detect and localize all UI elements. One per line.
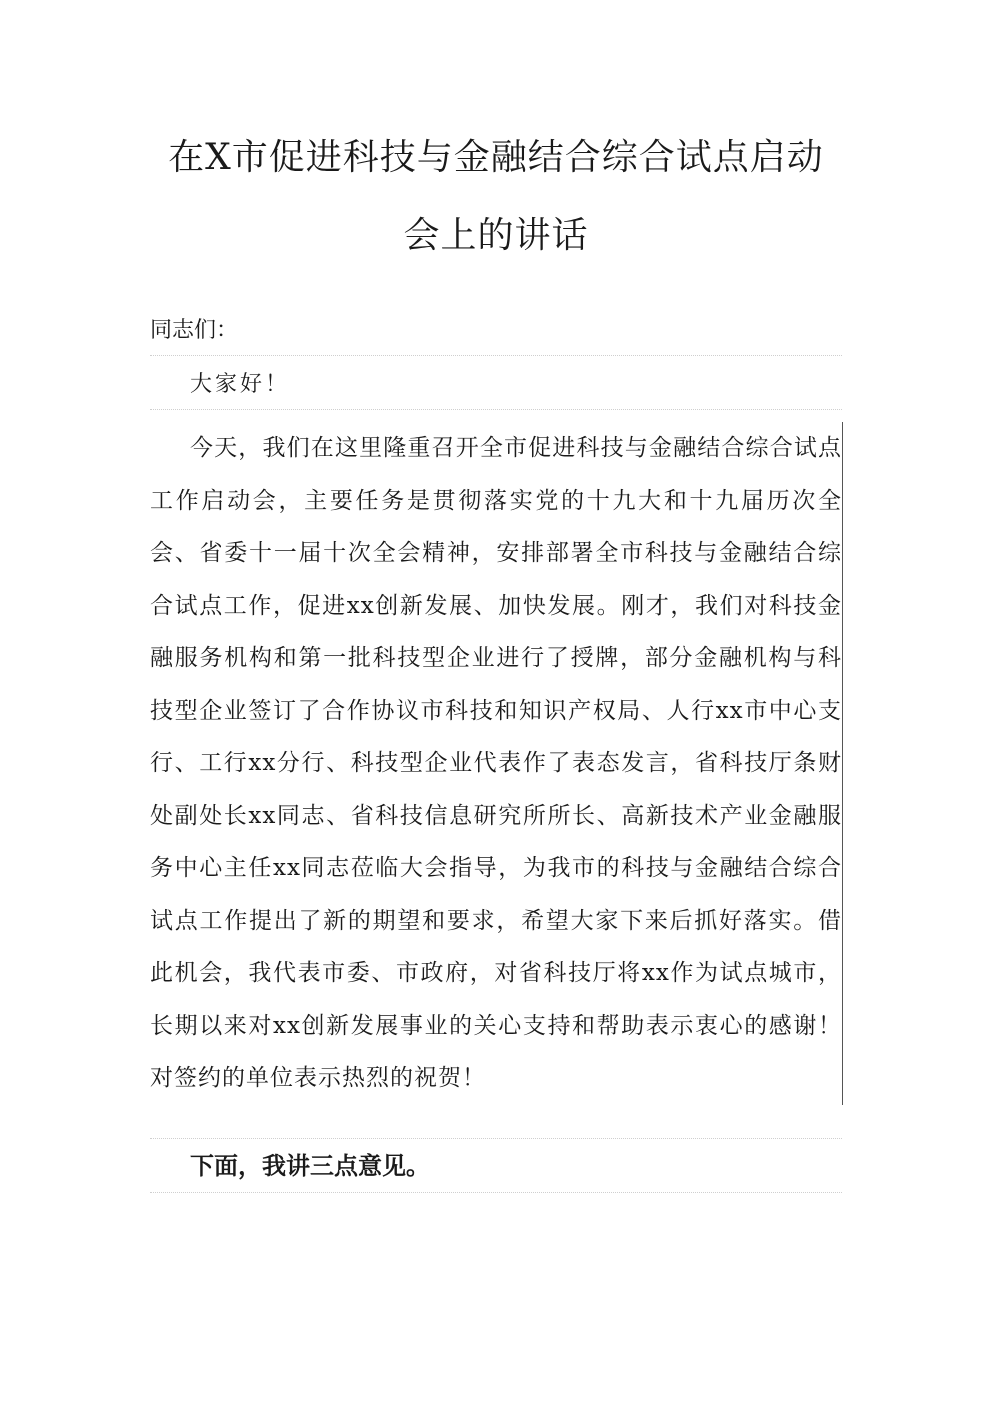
document-title-line-2: 会上的讲话 xyxy=(403,215,589,256)
document-title-line-1: 在X市促进科技与金融结合综合试点启动 xyxy=(168,137,824,178)
divider xyxy=(150,409,842,410)
divider xyxy=(150,1138,842,1139)
body-paragraph: 今天，我们在这里隆重召开全市促进科技与金融结合综合试点工作启动会，主要任务是贯彻落实党的十九大和十九届历次全会、省委十一届十次全会精神，安排部署全市科技与金融结合综合试点工作，促进xx创新发展、加快发展。刚才，我们对科技金融服务机构和第一批科技型企业进行了授牌，部分金融机构与科技型企业签订了合作协议市科技和知识产权局、人行xx市中心支行、工行xx分行、科技型企业代表作了表态发言，省科技厅条财处副处长xx同志、省科技信息研究所所长、高新技术产业金融服务中心主任xx同志莅临大会指导，为我市的科技与金融结合综合试点工作提出了新的期望和要求，希望大家下来后抓好落实。借此机会，我代表市委、市政府，对省科技厅将xx作为试点城市，长期以来对xx创新发展事业的关心支持和帮助表示衷心的感谢！对签约的单位表示热烈的祝贺！ xyxy=(150,422,843,1105)
greeting: 大家好！ xyxy=(190,372,291,397)
divider xyxy=(150,1192,842,1193)
salutation: 同志们： xyxy=(150,318,239,343)
divider xyxy=(150,355,842,356)
section-heading: 下面，我讲三点意见。 xyxy=(190,1152,430,1180)
